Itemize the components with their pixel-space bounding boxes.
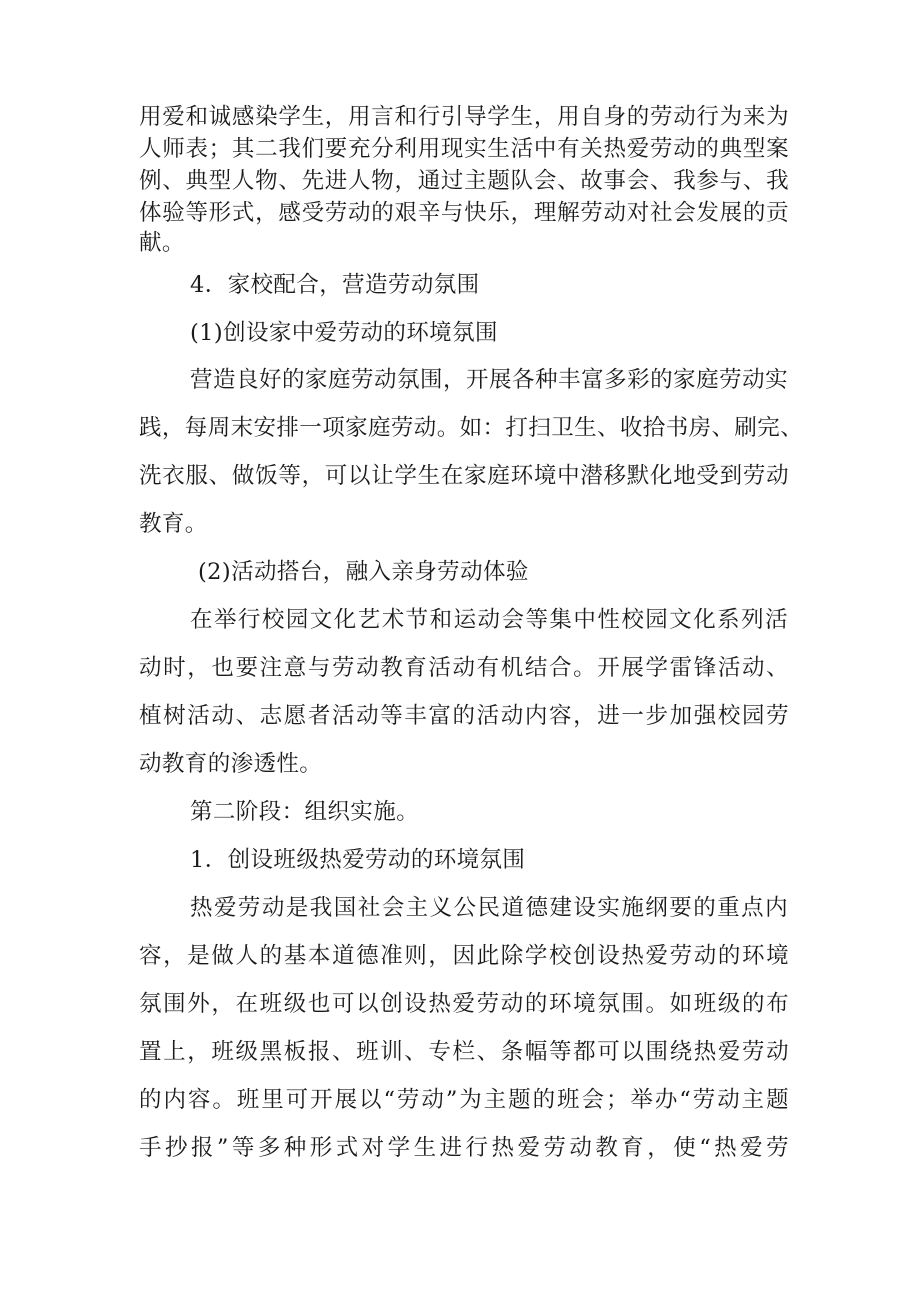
text-line: 置上，班级黑板报、班训、专栏、条幅等都可以围绕热爱劳动 bbox=[139, 1039, 789, 1065]
text-line: 践，每周末安排一项家庭劳动。如：打扫卫生、收拾书房、刷完、 bbox=[139, 415, 804, 441]
text-line: 的内容。班里可开展以“劳动”为主题的班会；举办“劳动主题 bbox=[139, 1087, 789, 1113]
text-line: 手抄报”等多种形式对学生进行热爱劳动教育，使“热爱劳 bbox=[139, 1135, 789, 1161]
text-line: 动时，也要注意与劳动教育活动有机结合。开展学雷锋活动、 bbox=[139, 655, 789, 681]
text-line: 用爱和诚感染学生，用言和行引导学生，用自身的劳动行为来为 bbox=[139, 104, 789, 130]
text-line: 例、典型人物、先进人物，通过主题队会、故事会、我参与、我 bbox=[139, 168, 789, 194]
text-line: 容，是做人的基本道德准则，因此除学校创设热爱劳动的环境 bbox=[139, 943, 789, 969]
section-heading: 1．创设班级热爱劳动的环境氛围 bbox=[190, 847, 526, 873]
text-line: 献。 bbox=[139, 230, 185, 256]
stage-heading: 第二阶段：组织实施。 bbox=[190, 799, 420, 825]
text-line: 动教育的渗透性。 bbox=[139, 751, 323, 777]
text-line: 人师表；其二我们要充分利用现实生活中有关热爱劳动的典型案 bbox=[139, 136, 789, 162]
text-line: 教育。 bbox=[139, 511, 208, 537]
text-line: 植树活动、志愿者活动等丰富的活动内容，进一步加强校园劳 bbox=[139, 703, 789, 729]
text-line: 体验等形式，感受劳动的艰辛与快乐，理解劳动对社会发展的贡 bbox=[139, 200, 789, 226]
text-line: 在举行校园文化艺术节和运动会等集中性校园文化系列活 bbox=[190, 607, 788, 633]
text-line: 热爱劳动是我国社会主义公民道德建设实施纲要的重点内 bbox=[190, 895, 788, 921]
text-line: 营造良好的家庭劳动氛围，开展各种丰富多彩的家庭劳动实 bbox=[190, 367, 788, 393]
subsection-heading: (1)创设家中爱劳动的环境氛围 bbox=[190, 320, 498, 346]
text-line: 氛围外，在班级也可以创设热爱劳动的环境氛围。如班级的布 bbox=[139, 991, 789, 1017]
subsection-heading: (2)活动搭台，融入亲身劳动体验 bbox=[198, 559, 529, 585]
section-heading: 4．家校配合，营造劳动氛围 bbox=[190, 272, 480, 298]
text-line: 洗衣服、做饭等，可以让学生在家庭环境中潜移默化地受到劳动 bbox=[139, 463, 789, 489]
